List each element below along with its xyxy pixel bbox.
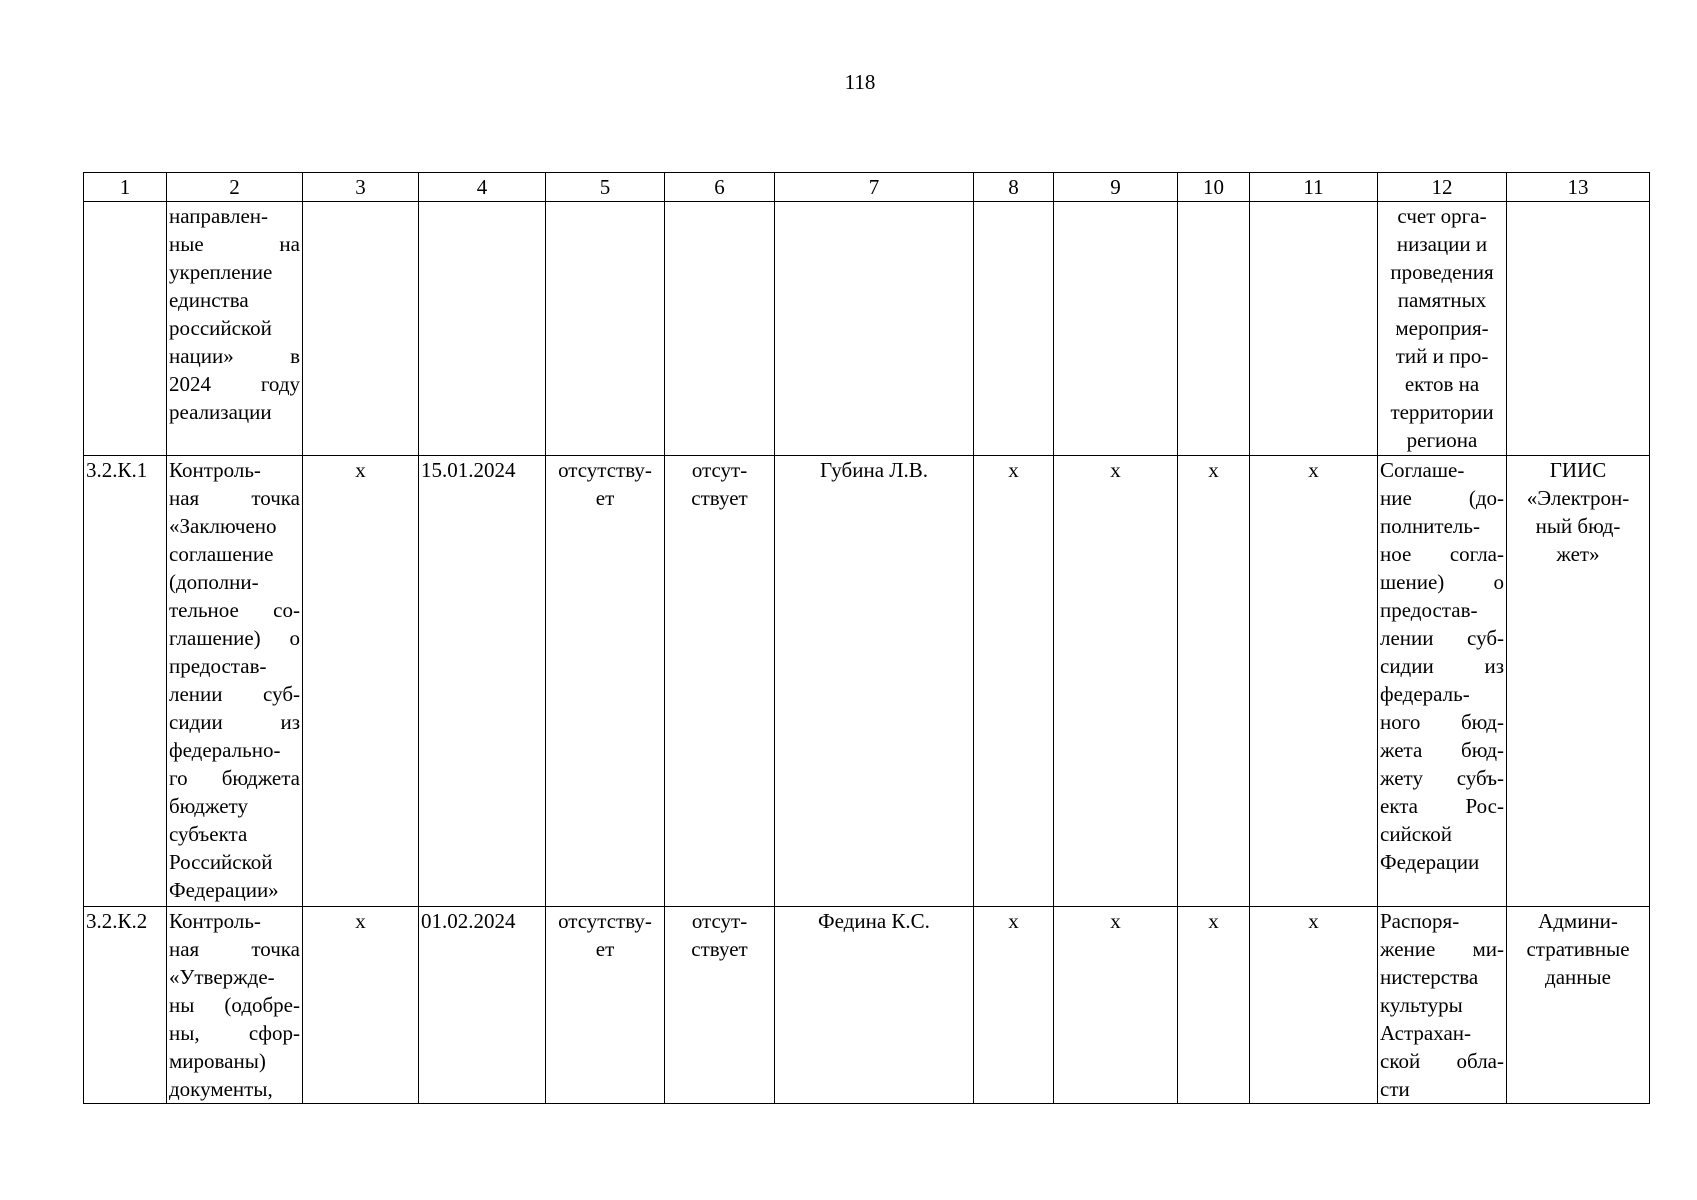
cell-line: жение ми-	[1380, 937, 1504, 961]
cell	[665, 202, 775, 456]
row-code	[84, 202, 167, 456]
cell-line: предостав-	[169, 654, 267, 678]
cell: х	[1178, 907, 1250, 1104]
row-code: 3.2.К.2	[84, 907, 167, 1104]
cell-line: культуры	[1380, 993, 1463, 1017]
cell-line: жета бюд-	[1380, 738, 1504, 762]
column-number-row	[84, 173, 1650, 202]
start-date: 01.02.2024	[419, 907, 546, 1104]
column-number: 11	[1250, 173, 1378, 202]
cell-line: ная точка	[169, 486, 300, 510]
cell	[546, 202, 665, 456]
cell-line: ет	[595, 937, 615, 961]
event-name	[167, 202, 303, 456]
cell-line: го бюджета	[169, 766, 300, 790]
page-number: 118	[844, 70, 876, 94]
column-number: 7	[775, 173, 974, 202]
row-code: 3.2.К.1	[84, 456, 167, 907]
cell	[775, 202, 974, 456]
cell-line: полнитель-	[1380, 514, 1480, 538]
column-number: 9	[1054, 173, 1178, 202]
cell-line: региона	[1406, 428, 1478, 452]
cell	[419, 202, 546, 456]
cell-line: соглашение	[169, 542, 274, 566]
cell-line: отсут-	[691, 909, 748, 933]
cell-line: ствует	[691, 486, 748, 510]
cell	[303, 202, 419, 456]
info-system	[1507, 202, 1650, 456]
cell-line: шение) о	[1380, 570, 1504, 594]
info-system	[1507, 907, 1650, 1104]
cell-line: нации» в	[169, 344, 300, 368]
cell-line: ГИИС	[1549, 458, 1607, 482]
cell: х	[303, 907, 419, 1104]
cell-line: реализации	[169, 400, 272, 424]
cell	[665, 907, 775, 1104]
column-number: 4	[419, 173, 546, 202]
cell-line: бюджету	[169, 794, 248, 818]
cell-line: Контроль-	[169, 458, 261, 482]
cell-line: документы,	[169, 1077, 273, 1101]
cell-line: Российской	[169, 850, 273, 874]
cell-line: сийской	[1380, 822, 1452, 846]
cell-line: направлен-	[169, 204, 269, 228]
cell	[546, 907, 665, 1104]
cell	[665, 456, 775, 907]
cell-line: (дополни-	[169, 570, 259, 594]
cell-line: сидии из	[169, 710, 300, 734]
column-number: 6	[665, 173, 775, 202]
cell-line: предостав-	[1380, 598, 1478, 622]
cell-line: данные	[1545, 965, 1611, 989]
result-document	[1378, 907, 1507, 1104]
cell-line: ный бюд-	[1535, 514, 1621, 538]
responsible-person: Федина К.С.	[775, 907, 974, 1104]
cell-line: счет орга-	[1397, 204, 1487, 228]
cell-line: Админи-	[1538, 909, 1618, 933]
cell-line: ные на	[169, 232, 300, 256]
cell-line: ствует	[691, 937, 748, 961]
cell	[1250, 202, 1378, 456]
cell-line: стративные	[1526, 937, 1630, 961]
cell-line: ная точка	[169, 937, 300, 961]
column-number: 8	[974, 173, 1054, 202]
event-name	[167, 456, 303, 907]
cell-line: сидии из	[1380, 654, 1504, 678]
cell-line: ны (одобре-	[169, 993, 300, 1017]
cell: х	[1250, 456, 1378, 907]
cell-line: низации и	[1396, 232, 1488, 256]
cell-line: федерально-	[169, 738, 281, 762]
cell: х	[1054, 456, 1178, 907]
cell-line: ного бюд-	[1380, 710, 1504, 734]
cell-line: «Электрон-	[1526, 486, 1630, 510]
cell: х	[1250, 907, 1378, 1104]
cell-line: екта Рос-	[1380, 794, 1504, 818]
column-number: 10	[1178, 173, 1250, 202]
plan-table	[83, 172, 1650, 1104]
cell-line: нистерства	[1380, 965, 1479, 989]
cell-line: «Утвержде-	[169, 965, 275, 989]
cell-line: отсутству-	[558, 458, 652, 482]
cell-line: Федерации	[1380, 850, 1480, 874]
cell-line: тий и про-	[1395, 344, 1489, 368]
cell	[1054, 202, 1178, 456]
cell-line: ние (до-	[1380, 486, 1504, 510]
cell	[974, 202, 1054, 456]
column-number: 5	[546, 173, 665, 202]
cell-line: Распоря-	[1380, 909, 1460, 933]
cell-line: ны, сфор-	[169, 1021, 300, 1045]
result-document	[1378, 456, 1507, 907]
cell-line: «Заключено	[169, 514, 277, 538]
cell-line: субъекта	[169, 822, 248, 846]
cell-line: мированы)	[169, 1049, 266, 1073]
cell-line: тельное со-	[169, 598, 300, 622]
table-row	[84, 202, 1650, 456]
cell: х	[1054, 907, 1178, 1104]
cell: х	[974, 907, 1054, 1104]
start-date: 15.01.2024	[419, 456, 546, 907]
column-number: 1	[84, 173, 167, 202]
column-number: 3	[303, 173, 419, 202]
cell-line: ет	[595, 486, 615, 510]
cell-line: памятных	[1397, 288, 1487, 312]
cell-line: отсутству-	[558, 909, 652, 933]
column-number: 13	[1507, 173, 1650, 202]
cell-line: Контроль-	[169, 909, 261, 933]
cell-line: лении суб-	[169, 682, 300, 706]
cell-line: единства	[169, 288, 249, 312]
cell-line: Федерации»	[169, 878, 279, 902]
cell-line: 2024 году	[169, 372, 300, 396]
cell-line: федераль-	[1380, 682, 1470, 706]
cell: х	[303, 456, 419, 907]
cell-line: Астрахан-	[1380, 1021, 1471, 1045]
column-number: 2	[167, 173, 303, 202]
cell-line: ектов на	[1404, 372, 1480, 396]
cell-line: жет»	[1556, 542, 1600, 566]
cell-line: лении суб-	[1380, 626, 1504, 650]
cell-line: ской обла-	[1380, 1049, 1504, 1073]
cell-line: проведения	[1390, 260, 1494, 284]
responsible-person: Губина Л.В.	[775, 456, 974, 907]
cell-line: сти	[1380, 1077, 1410, 1101]
table-row	[84, 456, 1650, 907]
cell	[546, 456, 665, 907]
cell-line: глашение) о	[169, 626, 300, 650]
cell-line: территории	[1390, 400, 1494, 424]
cell-line: отсут-	[691, 458, 748, 482]
cell-line: жету субъ-	[1380, 766, 1504, 790]
cell-line: российской	[169, 316, 272, 340]
cell-line: укрепление	[169, 260, 273, 284]
table-row	[84, 907, 1650, 1104]
cell-line: ное согла-	[1380, 542, 1504, 566]
cell: х	[1178, 456, 1250, 907]
column-number: 12	[1378, 173, 1507, 202]
cell: х	[974, 456, 1054, 907]
cell-line: Соглаше-	[1380, 458, 1465, 482]
result-document	[1378, 202, 1507, 456]
info-system	[1507, 456, 1650, 907]
event-name	[167, 907, 303, 1104]
cell-line: мероприя-	[1395, 316, 1489, 340]
cell	[1178, 202, 1250, 456]
